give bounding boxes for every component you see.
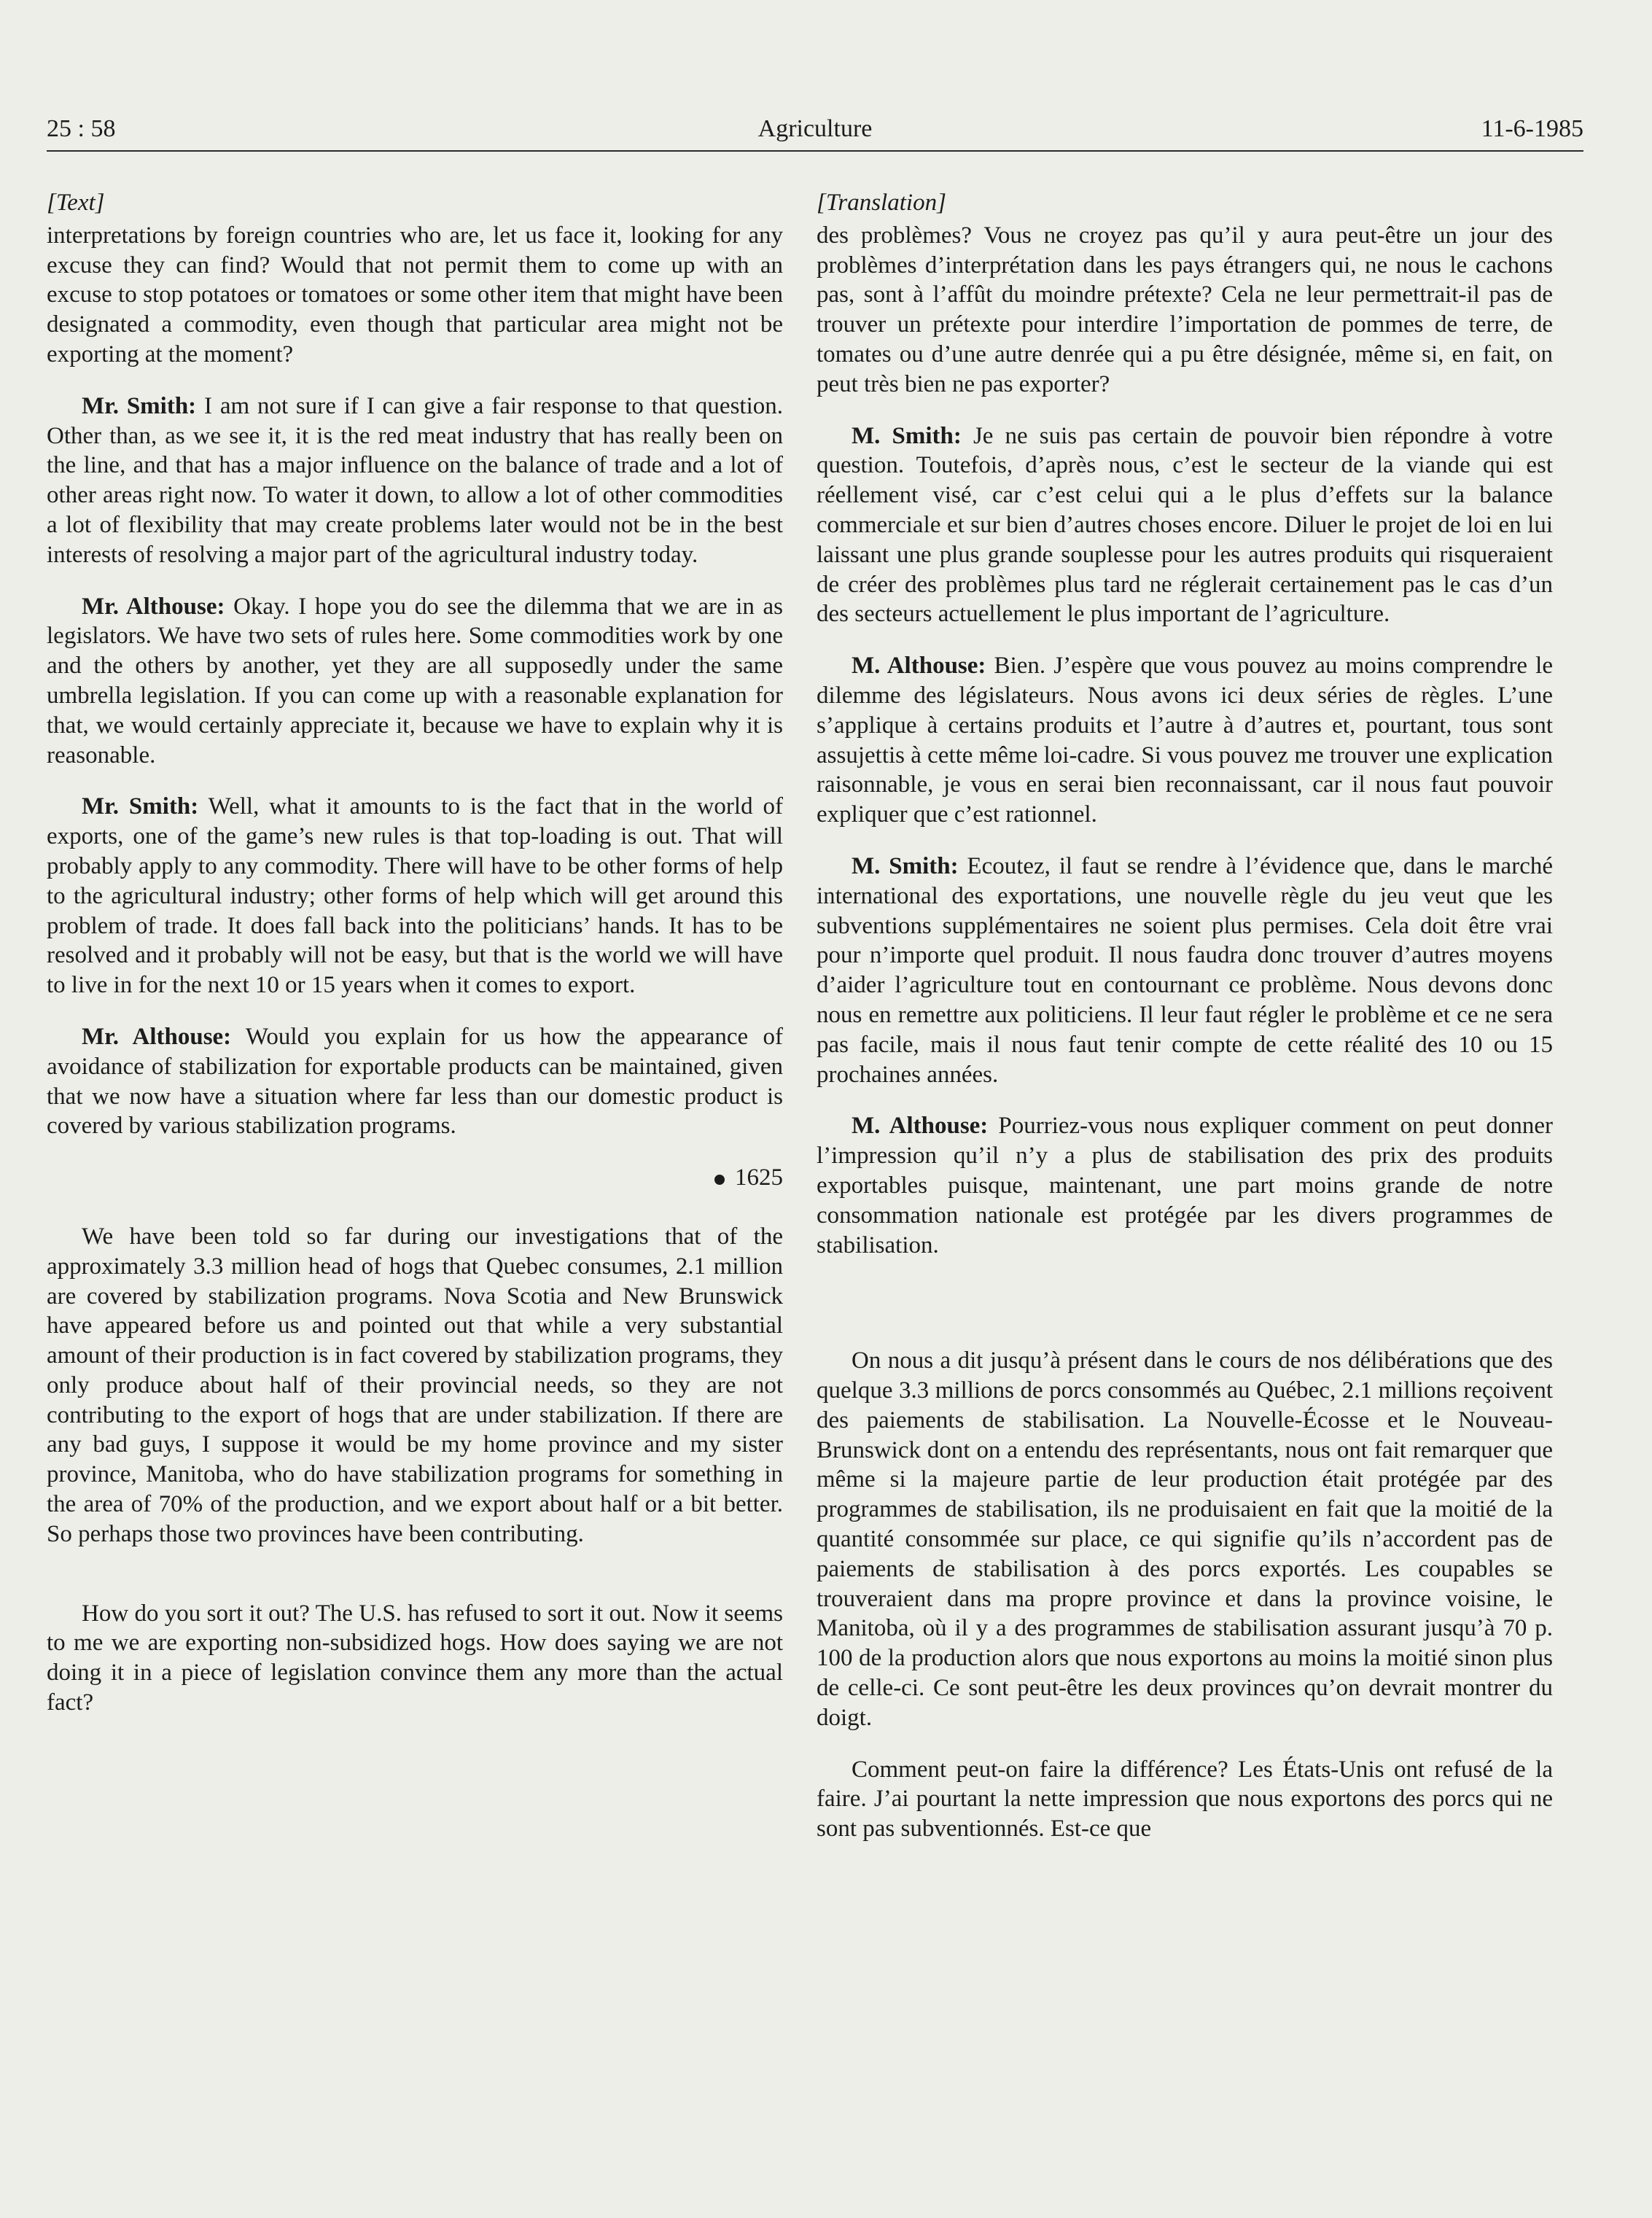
time-marker [47, 1163, 783, 1193]
speaker-name: M. Smith: [852, 852, 959, 879]
english-column [47, 188, 783, 1740]
speech-text: Bien. J’espère que vous pouvez au moins comprendre le dilemme des législateurs. Nous avons ici deux séries de règles. L’une s’applique à certains produits et l’autre à d’autres et, pourtant, tous sont assujettis à cette même loi-cadre. Si vous pouvez me trouver une explication raisonnable, je vous en serai bien reconnaissant, car il nous faut pouvoir expliquer que c’est rationnel. [817, 653, 1553, 828]
speech-text: I am not sure if I can give a fair response to that question. Other than, as we see it, it is the red meat industry that has really been on the line, and that has a major influence on the balance of trade and a lot of other areas right now. To water it down, to allow a lot of other commodities a lot of flexibility that may create problems later would not be in the best interests of resolving a major part of the agricultural industry today. [47, 392, 783, 568]
page-header [47, 115, 1583, 150]
speaker-name: Mr. Althouse: [82, 593, 225, 620]
paragraph: On nous a dit jusqu’à présent dans le cours de nos délibérations que des quelque 3.3 millions de porcs consommés au Québec, 2.1 millions reçoivent des paiements de stabilisation. La Nouvelle-Écosse et le Nouveau-Brunswick dont on a entendu des représentants, nous ont fait remarquer que même si la majeure partie de leur production était protégée par des programmes de stabilisation, ils ne produisaient en fait que la moitié de la quantité consommée sur place, ce qui signifie qu’ils n’accordent pas de paiements de stabilisation à des porcs exportés. Les coupables se trouveraient dans ma propre province et dans la province voisine, le Manitoba, où il y a des programmes de stabilisation assurant jusqu’à 70 p. 100 de la production alors que nous exportons au moins la moitié sinon plus de celle-ci. Ce sont peut-être les deux provinces qu’on devrait montrer du doigt. [817, 1347, 1553, 1731]
speaker-name: Mr. Althouse: [82, 1023, 232, 1050]
paragraph [817, 852, 1553, 1089]
speaker-name: M. Smith: [852, 422, 962, 449]
time-marker-text: 1625 [735, 1164, 783, 1191]
speech-text: Would you explain for us how the appearance of avoidance of stabilization for exportable products can be maintained, given that we now have a situation where far less than our domestic product is covered by various stabilization programs. [47, 1023, 783, 1140]
paragraph: We have been told so far during our investigations that of the approximately 3.3 million head of hogs that Quebec consumes, 2.1 million are covered by stabilization programs. Nova Scotia and New Brunswick have appeared before us and pointed out that while a very substantial amount of their production is in fact covered by stabilization programs, they only produce about half of their provincial needs, so they are not contributing to the export of hogs that are under stabilization. If there are any bad guys, I suppose it would be my home province and my sister province, Manitoba, who do have stabilization programs for something in the area of 70% of the production, and we export about half or a bit better. So perhaps those two provinces have been contributing. [47, 1223, 783, 1547]
page-title: Agriculture [757, 115, 873, 142]
paragraph: How do you sort it out? The U.S. has refused to sort it out. Now it seems to me we are exporting non-subsidized hogs. How does saying we are not doing it in a piece of legislation convince them any more than the actual fact? [47, 1600, 783, 1716]
speaker-name: M. Althouse: [852, 1113, 989, 1140]
paragraph [817, 651, 1553, 830]
speech-text: Je ne suis pas certain de pouvoir bien répondre à votre question. Toutefois, d’après nous, c’est le secteur de la viande qui est réellement visé, car c’est celui qui a le plus d’effets sur la balance commerciale et sur bien d’autres choses encore. Diluer le projet de loi en lui laissant une plus grande souplesse pour les autres produits qui risqueraient de créer des problèmes plus tard ne réglerait certainement pas le cas d’un des secteurs actuellement le plus important de l’agriculture. [817, 422, 1553, 628]
paragraph [47, 1022, 783, 1141]
paragraph [47, 592, 783, 771]
paragraph [817, 421, 1553, 630]
speech-text: Well, what it amounts to is the fact that in the world of exports, one of the game’s new rules is that top-loading is out. That will probably apply to any commodity. There will have to be other forms of help to the agricultural industry; other forms of help which will get around this problem of trade. It does fall back into the politicians’ hands. It has to be resolved and it probably will not be easy, but that is the world we will have to live in for the next 10 or 15 years when it comes to export. [47, 793, 783, 999]
column-heading: [Text] [47, 190, 105, 216]
speaker-name: Mr. Smith: [82, 392, 197, 419]
page-date: 11-6-1985 [1481, 115, 1583, 142]
page-reference: 25 : 58 [47, 115, 116, 142]
paragraph [47, 392, 783, 570]
paragraph [817, 1111, 1553, 1260]
french-column [817, 188, 1553, 1866]
speech-text: Pourriez-vous nous expliquer comment on peut donner l’impression qu’il n’y a plus de stabilisation des prix des produits exportables puisque, maintenant, une part moins grande de notre consommation nationale est protégée par les divers programmes de stabilisation. [817, 1113, 1554, 1258]
speech-text: Ecoutez, il faut se rendre à l’évidence que, dans le marché international des exportations, une nouvelle règle du jeu veut que les subventions supplémentaires ne soient plus permises. Cela doit être vrai pour n’importe quel produit. Il nous faudra donc trouver d’autres moyens d’aider l’agriculture tout en contournant ce problème. Nous devons donc nous en remettre aux politiciens. Il leur faut régler le problème et ce ne sera pas facile, mais il nous faut tenir compte de cette réalité des 10 ou 15 prochaines années. [817, 852, 1553, 1088]
paragraph: Comment peut-on faire la différence? Les États-Unis ont refusé de la faire. J’ai pourtant la nette impression que nous exportons des porcs qui ne sont pas subventionnés. Est-ce que [817, 1756, 1553, 1843]
speaker-name: Mr. Smith: [82, 793, 199, 820]
bullet-icon [714, 1175, 725, 1185]
paragraph [47, 792, 783, 1000]
speech-text: Okay. I hope you do see the dilemma that we are in as legislators. We have two sets of rules here. Some commodities work by one and the others by another, yet they are all supposedly under the same umbrella legislation. If you can come up with a reasonable explanation for that, we would certainly appreciate it, because we have to explain why it is reasonable. [47, 593, 783, 768]
speaker-name: M. Althouse: [852, 653, 986, 680]
paragraph: interpretations by foreign countries who are, let us face it, looking for any excuse they can find? Would that not permit them to come up with an excuse to stop potatoes or tomatoes or some other item that might have been designated a commodity, even though that particular area might not be exporting at the moment? [47, 222, 783, 367]
column-heading: [Translation] [817, 190, 946, 216]
header-rule [47, 150, 1583, 152]
paragraph: des problèmes? Vous ne croyez pas qu’il y aura peut-être un jour des problèmes d’interprétation dans les pays étrangers qui, ne nous le cachons pas, sont à l’affût du moindre prétexte? Cela ne leur permettrait-il pas de trouver un prétexte pour interdire l’importation de pommes de terre, de tomates ou d’une autre denrée qui a pu être désignée, même si, en fait, on peut très bien ne pas exporter? [817, 222, 1553, 397]
